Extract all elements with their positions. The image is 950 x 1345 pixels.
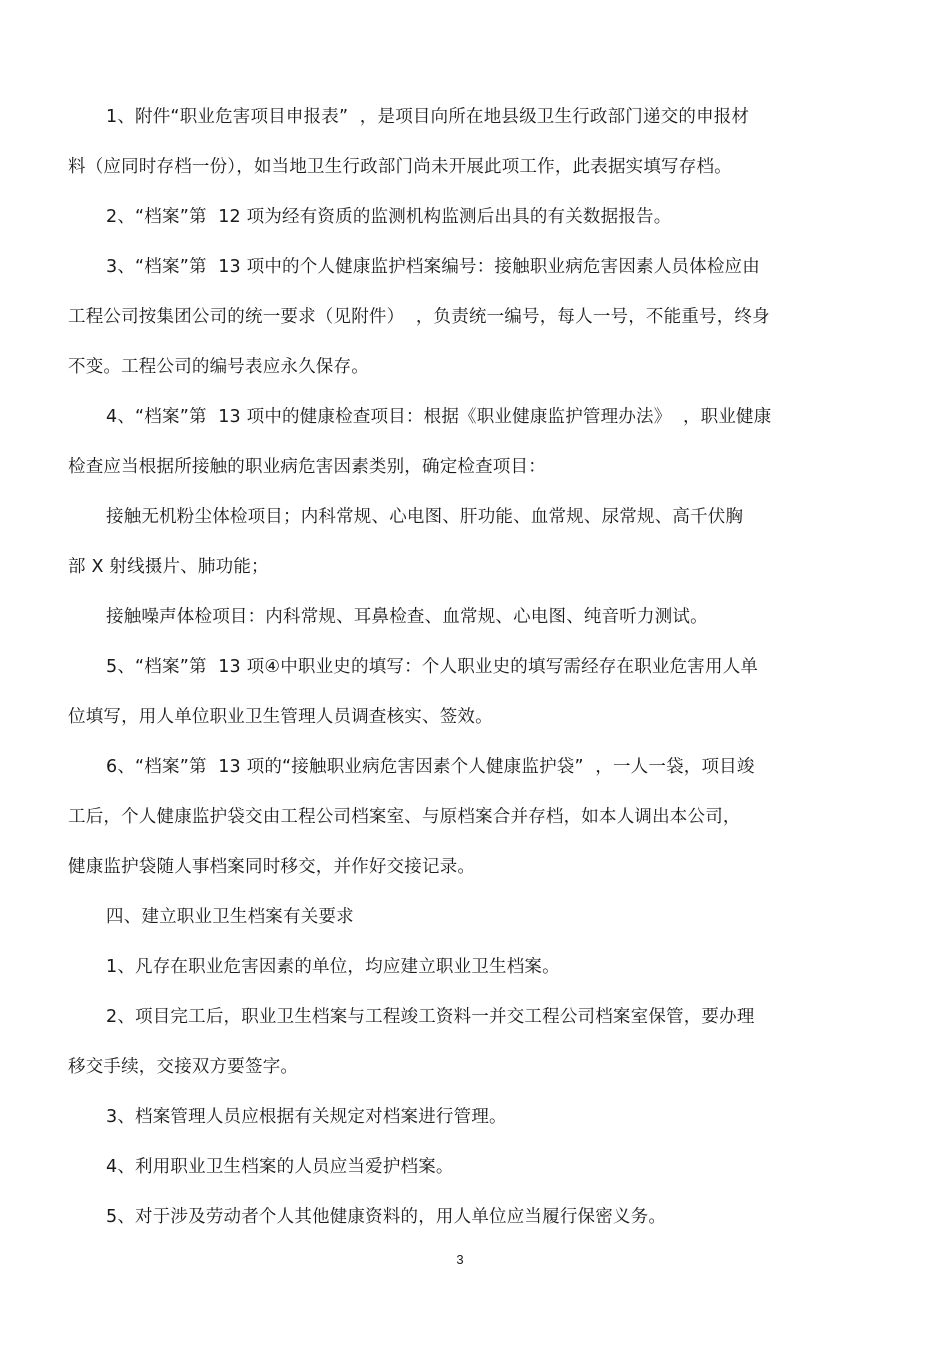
text-line: 位填写，用人单位职业卫生管理人员调查核实、签效。: [68, 707, 493, 727]
text-line: 部 X 射线摄片、肺功能；: [68, 557, 269, 577]
text-line: 1、凡存在职业危害因素的单位，均应建立职业卫生档案。: [106, 957, 560, 977]
text-line: 2、“档案”第 12 项为经有资质的监测机构监测后出具的有关数据报告。: [106, 207, 672, 227]
text-line: 移交手续，交接双方要签字。: [68, 1057, 299, 1077]
text-line: 工程公司按集团公司的统一要求（见附件） ，负责统一编号，每人一号，不能重号，终身: [68, 307, 770, 327]
text-line: 3、档案管理人员应根据有关规定对档案进行管理。: [106, 1107, 507, 1127]
text-line: 5、“档案”第 13 项④中职业史的填写：个人职业史的填写需经存在职业危害用人单: [106, 657, 759, 677]
text-line: 检查应当根据所接触的职业病危害因素类别，确定检查项目：: [68, 457, 546, 477]
text-line: 3、“档案”第 13 项中的个人健康监护档案编号：接触职业病危害因素人员体检应由: [106, 257, 760, 277]
text-line: 不变。工程公司的编号表应永久保存。: [68, 357, 369, 377]
section-heading: 四、建立职业卫生档案有关要求: [106, 907, 354, 927]
text-line: 4、利用职业卫生档案的人员应当爱护档案。: [106, 1157, 454, 1177]
text-line: 健康监护袋随人事档案同时移交，并作好交接记录。: [68, 857, 476, 877]
text-line: 5、对于涉及劳动者个人其他健康资料的，用人单位应当履行保密义务。: [106, 1207, 667, 1227]
text-line: 4、“档案”第 13 项中的健康检查项目：根据《职业健康监护管理办法》 ，职业健康: [106, 407, 772, 427]
text-line: 2、项目完工后，职业卫生档案与工程竣工资料一并交工程公司档案室保管，要办理: [106, 1007, 755, 1027]
text-line: 1、附件“职业危害项目申报表” ，是项目向所在地县级卫生行政部门递交的申报材: [106, 107, 750, 127]
page-number: 3: [456, 1252, 464, 1267]
text-line: 6、“档案”第 13 项的“接触职业病危害因素个人健康监护袋” ，一人一袋，项目竣: [106, 757, 755, 777]
text-line: 料（应同时存档一份），如当地卫生行政部门尚未开展此项工作，此表据实填写存档。: [68, 157, 732, 177]
text-line: 工后，个人健康监护袋交由工程公司档案室、与原档案合并存档，如本人调出本公司，: [68, 807, 741, 827]
text-line: 接触无机粉尘体检项目；内科常规、心电图、肝功能、血常规、尿常规、高千伏胸: [106, 507, 744, 527]
text-line: 接触噪声体检项目：内科常规、耳鼻检查、血常规、心电图、纯音听力测试。: [106, 607, 708, 627]
